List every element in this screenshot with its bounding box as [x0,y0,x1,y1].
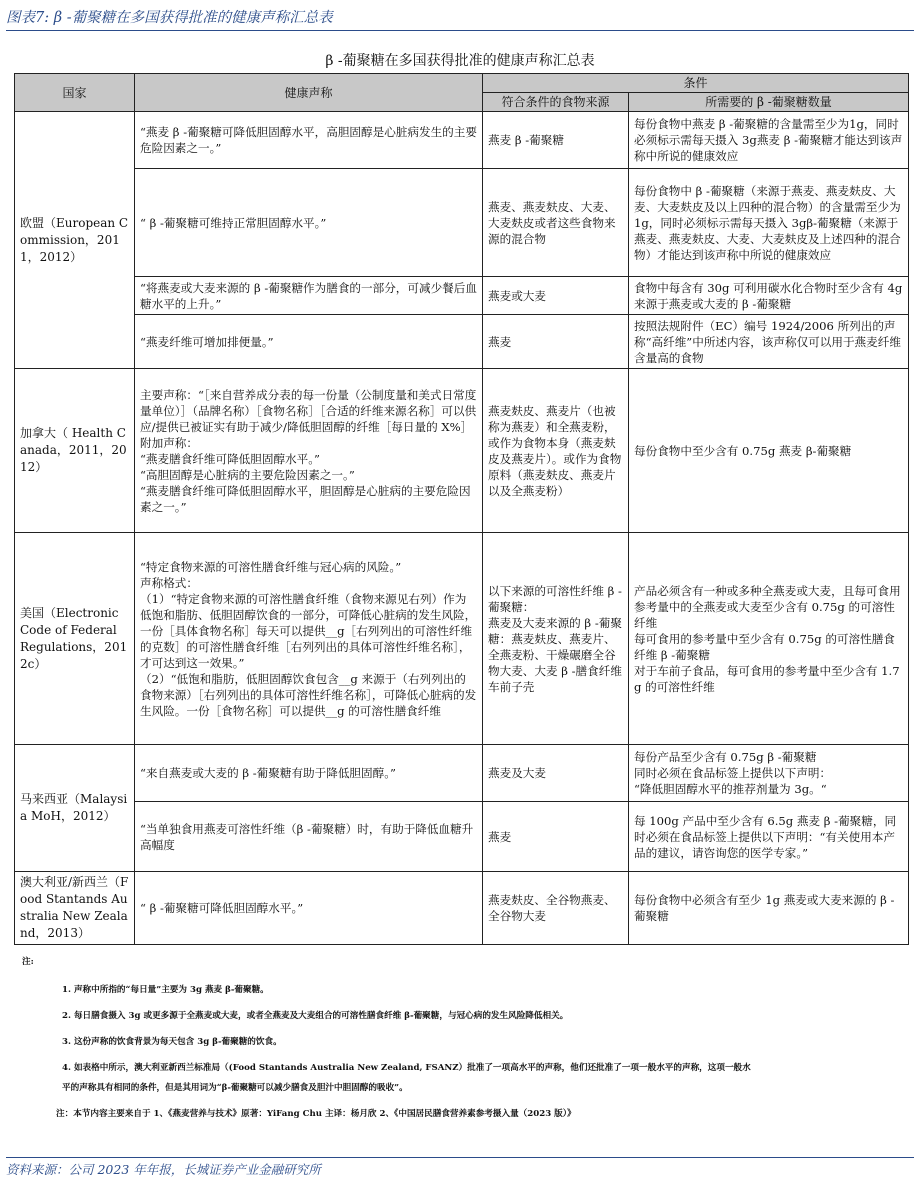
figure-title: 图表7: β -葡聚糖在多国获得批准的健康声称汇总表 [6,10,333,26]
amount-line: 每份产品至少含有 0.75g β -葡聚糖 [634,750,817,764]
country-canada: 加拿大（ Health Canada，2011，2012） [15,369,135,533]
claim-line: 声称格式： [140,575,198,590]
source-cell: 燕麦 [483,802,629,872]
health-claims-table [14,73,909,945]
claim-line: “燕麦膳食纤维可降低胆固醇水平。” [140,451,320,466]
claim-cell: “燕麦 β -葡聚糖可降低胆固醇水平，高胆固醇是心脏病发生的主要危险因素之一。” [135,112,483,169]
notes-section [22,955,902,1121]
claim-line: （2）“低饱和脂肪，低胆固醇饮食包含__g 来源于（右列列出的食物来源）［右列列出的具体可溶性纤维名称］，可降低心脏病的发生风险。一份［食物名称］可以提供__g 的可溶性膳食纤维 [140,671,477,718]
country-usa: 美国（Electronic Code of Federal Regulations，2012c） [15,533,135,745]
bottom-divider [6,1157,914,1158]
claim-line: （1）“特定食物来源的可溶性膳食纤维（食物来源见右列）作为低饱和脂肪、低胆固醇饮食的一部分，可降低心脏病的发生风险，一份［具体食物名称］每天可以提供__g［右列列出的可溶性纤维的克数］的可溶性膳食纤维［右列列出的具体可溶性纤维名称］，才可达到这一效果。” [140,591,477,670]
note-item: 1. 声称中所指的“每日量”主要为 3g 燕麦 β-葡聚糖。 [62,985,269,995]
source-cell: 燕麦 β -葡聚糖 [483,112,629,169]
source-cell: 燕麦 [483,315,629,369]
table-row [15,277,909,315]
amount-cell: 每份食物中燕麦 β -葡聚糖的含量需至少为1g，同时必须标示需每天摄入 3g燕麦 β -葡聚糖才能达到该声称中所说的健康效应 [629,112,909,169]
table-row [15,533,909,745]
table-row [15,315,909,369]
claim-cell [135,533,483,745]
header-amount: 所需要的 β -葡聚糖数量 [629,93,909,112]
claim-cell: “将燕麦或大麦来源的 β -葡聚糖作为膳食的一部分，可减少餐后血糖水平的上升。” [135,277,483,315]
header-conditions: 条件 [483,74,909,93]
claim-cell: “来自燕麦或大麦的 β -葡聚糖有助于降低胆固醇。” [135,745,483,802]
table-row [15,802,909,872]
notes-heading: 注: [22,957,34,967]
claim-line: “高胆固醇是心脏病的主要危险因素之一。” [140,467,355,482]
source-cell: 燕麦、燕麦麸皮、大麦、大麦麸皮或者这些食物来源的混合物 [483,169,629,277]
amount-cell: 每份食物中至少含有 0.75g 燕麦 β-葡聚糖 [629,369,909,533]
amount-cell: 食物中每含有 30g 可利用碳水化合物时至少含有 4g 来源于燕麦或大麦的 β -葡聚糖 [629,277,909,315]
amount-line: 产品必须含有一种或多种全燕麦或大麦，且每可食用参考量中的全燕麦或大麦至少含有 0.75g 的可溶性纤维 [634,583,901,630]
claim-line: “燕麦膳食纤维可降低胆固醇水平，胆固醇是心脏病的主要危险因素之一。” [140,483,471,514]
source-line: 资料来源：公司 2023 年年报，长城证券产业金融研究所 [6,1162,321,1177]
amount-cell [629,745,909,802]
source-line: 燕麦及大麦来源的 β -葡聚糖：燕麦麸皮、燕麦片、全燕麦粉、干燥碾磨全谷物大麦、大麦 β -膳食纤维 [488,615,622,678]
claim-cell: “燕麦纤维可增加排便量。” [135,315,483,369]
table-title: β -葡聚糖在多国获得批准的健康声称汇总表 [325,53,595,69]
claim-line: “特定食物来源的可溶性膳食纤维与冠心病的风险。” [140,559,402,574]
note-item: 3. 这份声称的饮食背景为每天包含 3g β-葡聚糖的饮食。 [62,1037,282,1047]
note-item: 4. 如表格中所示，澳大利亚新西兰标准局（(Food Stantands Australia New Zealand, FSANZ）批准了一项高水平的声称，他们还批准了一项一般水平的声称，这项一般水 [62,1063,751,1073]
country-malaysia: 马来西亚（Malaysia MoH，2012） [15,745,135,872]
country-eu: 欧盟（European Commission，2011，2012） [15,112,135,369]
table-row [15,369,909,533]
notes-source: 注：本节内容主要来自于 1、《燕麦营养与技术》原著：YiFang Chu 主译：杨月欣 2、《中国居民膳食营养素参考摄入量（2023 版）》 [56,1109,576,1119]
claim-line: 附加声称： [140,435,198,450]
amount-cell [629,533,909,745]
country-anz: 澳大利亚/新西兰（Food Stantands Australia New Zealand，2013） [15,872,135,945]
source-line: 以下来源的可溶性纤维 β -葡聚糖： [488,583,622,614]
claim-line: 主要声称：“［来自营养成分表的每一份量（公制度量和美式日常度量单位）］（品牌名称）［食物名称］［合适的纤维来源名称］可以供应/提供已被证实有助于减少/降低胆固醇的纤维［每日量的 X%］ [140,387,477,434]
amount-line: 每可食用的参考量中至少含有 0.75g 的可溶性膳食纤维 β -葡聚糖 [634,631,895,662]
claim-cell: “当单独食用燕麦可溶性纤维（β -葡聚糖）时，有助于降低血糖升高幅度 [135,802,483,872]
table-row [15,872,909,945]
source-cell: 燕麦或大麦 [483,277,629,315]
note-item-continuation: 平的声称具有相同的条件，但是其用词为“β-葡聚糖可以减少膳食及胆汁中胆固醇的吸收”。 [62,1083,408,1093]
claim-cell [135,369,483,533]
header-claim: 健康声称 [135,74,483,112]
header-row-1 [15,74,909,93]
amount-line: “降低胆固醇水平的推荐剂量为 3g。“ [634,782,827,796]
amount-line: 同时必须在食品标签上提供以下声明： [634,766,832,780]
header-food-source: 符合条件的食物来源 [483,93,629,112]
top-divider [6,30,914,31]
table-row [15,745,909,802]
source-cell: 燕麦及大麦 [483,745,629,802]
claim-cell: “ β -葡聚糖可维持正常胆固醇水平。” [135,169,483,277]
header-country: 国家 [15,74,135,112]
amount-cell: 每 100g 产品中至少含有 6.5g 燕麦 β -葡聚糖，同时必须在食品标签上提供以下声明：“有关使用本产品的建议，请咨询您的医学专家。” [629,802,909,872]
source-line: 车前子壳 [488,679,535,694]
source-cell [483,533,629,745]
amount-cell: 按照法规附件（EC）编号 1924/2006 所列出的声称“高纤维”中所述内容，该声称仅可以用于燕麦纤维含量高的食物 [629,315,909,369]
amount-cell: 每份食物中 β -葡聚糖（来源于燕麦、燕麦麸皮、大麦、大麦麸皮及以上四种的混合物）的含量需至少为 1g，同时必须标示需每天摄入 3gβ-葡聚糖（来源于燕麦、燕麦麸皮、大麦、大麦麸皮及上述四种的混合物）才能达到该声称中所说的健康效应 [629,169,909,277]
source-cell: 燕麦麸皮、燕麦片（也被称为燕麦）和全燕麦粉，或作为食物本身（燕麦麸皮及燕麦片）。或作为食物原料（燕麦麸皮、燕麦片以及全燕麦粉） [483,369,629,533]
table-row [15,169,909,277]
note-item: 2. 每日膳食摄入 3g 或更多源于全燕麦或大麦，或者全燕麦及大麦组合的可溶性膳食纤维 β-葡聚糖，与冠心病的发生风险降低相关。 [62,1011,569,1021]
table-row [15,112,909,169]
source-cell: 燕麦麸皮、全谷物燕麦、全谷物大麦 [483,872,629,945]
amount-line: 对于车前子食品，每可食用的参考量中至少含有 1.7g 的可溶性纤维 [634,663,900,694]
amount-cell: 每份食物中必须含有至少 1g 燕麦或大麦来源的 β -葡聚糖 [629,872,909,945]
claim-cell: “ β -葡聚糖可降低胆固醇水平。” [135,872,483,945]
